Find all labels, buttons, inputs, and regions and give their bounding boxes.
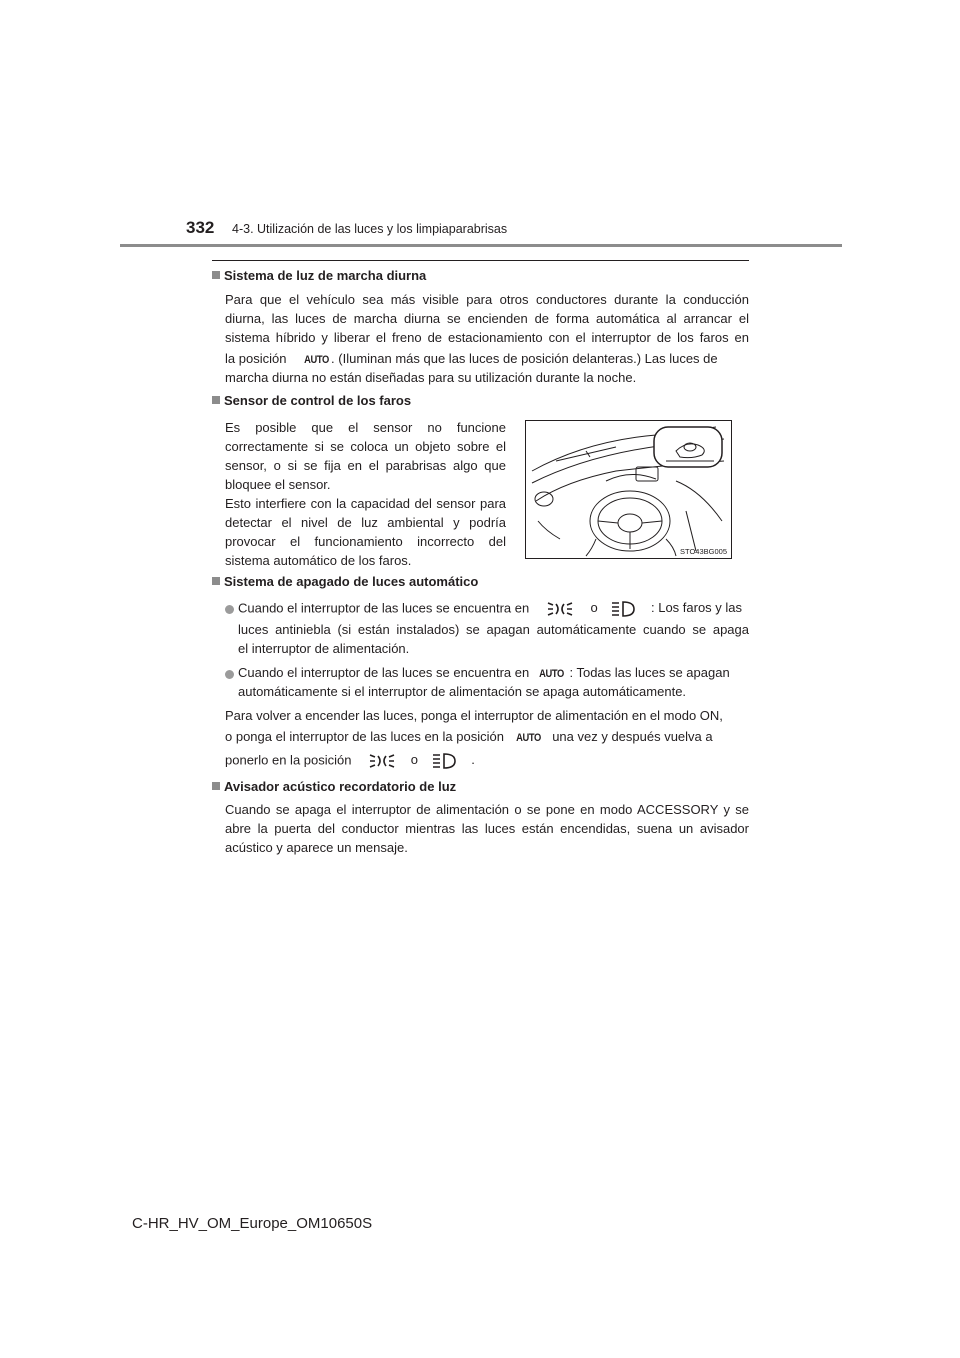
dashboard-sketch-icon — [526, 421, 731, 558]
auto-off-bullet-1-line-1: Cuando el interruptor de las luces se encuentra en o : Los faros y las — [238, 600, 749, 618]
heading-auto-off: Sistema de apagado de luces automático — [212, 574, 478, 589]
square-bullet-icon — [212, 782, 220, 790]
auto-position-icon: AUTO — [515, 732, 541, 744]
headlights-icon — [611, 600, 635, 618]
auto-off-bullet-1-line-3: el interruptor de alimentación. — [238, 641, 410, 656]
heading-buzzer: Avisador acústico recordatorio de luz — [212, 779, 456, 794]
headlights-icon — [432, 752, 456, 770]
heading-drl: Sistema de luz de marcha diurna — [212, 268, 426, 283]
bullet-dot-icon — [225, 670, 234, 679]
drl-line-1: Para que el vehículo sea más visible para otros conductores durante la conducción — [225, 292, 749, 307]
auto-off-para-line-3: ponerlo en la posición o . — [225, 752, 749, 770]
page-number: 332 — [186, 218, 215, 237]
figure-code: STO43BG005 — [680, 547, 727, 556]
auto-position-icon: AUTO — [539, 668, 564, 680]
buzzer-text: Cuando se apaga el interruptor de alimentación o se pone en modo ACCESSORY y se abre la puerta del conductor mientras las luces están encendidas, suena un avisador acústico y aparece un mensaje. — [225, 802, 749, 855]
section-divider — [212, 260, 749, 261]
drl-line-4: la posición AUTO . (Iluminan más que las luces de posición delanteras.) Las luces de — [225, 351, 718, 366]
auto-position-icon: AUTO — [304, 354, 329, 366]
document-code: C-HR_HV_OM_Europe_OM10650S — [132, 1215, 373, 1232]
square-bullet-icon — [212, 271, 220, 279]
drl-line-5: marcha diurna no están diseñadas para su utilización durante la noche. — [225, 370, 637, 385]
running-header: 4-3. Utilización de las luces y los limpiaparabrisas — [232, 222, 508, 236]
auto-off-bullet-2-line-1: Cuando el interruptor de las luces se encuentra en AUTO : Todas las luces se apagan — [238, 665, 730, 680]
dashboard-sensor-illustration — [525, 420, 732, 559]
bullet-dot-icon — [225, 605, 234, 614]
square-bullet-icon — [212, 577, 220, 585]
tail-lights-icon — [369, 752, 395, 770]
header-rule — [120, 244, 842, 247]
auto-off-bullet-2-line-2: automáticamente si el interruptor de alimentación se apaga automáticamente. — [238, 684, 687, 699]
drl-line-3: sistema híbrido y liberar el freno de estacionamiento con el interruptor de los faros en — [225, 330, 749, 345]
tail-lights-icon — [547, 600, 573, 618]
auto-off-para-line-2: o ponga el interruptor de las luces en la posición AUTO una vez y después vuelva a — [225, 729, 713, 744]
auto-off-bullet-1-line-2: luces antiniebla (si están instalados) se apagan automáticamente cuando se apaga — [238, 622, 749, 637]
auto-off-para-line-1: Para volver a encender las luces, ponga el interruptor de alimentación en el modo ON, — [225, 708, 723, 723]
drl-line-2: diurna, las luces de marcha diurna se encienden de forma automática al arrancar el — [225, 311, 749, 326]
square-bullet-icon — [212, 396, 220, 404]
sensor-text: Es posible que el sensor no funcione correctamente si se coloca un objeto sobre el sensor, o si se fija en el parabrisas algo que bloquee el sensor. Esto interfiere con la capacidad del sensor para detectar el nivel de luz ambiental y podría provocar el funcionamiento incorrecto del sistema automático de los faros. — [225, 420, 506, 568]
heading-sensor: Sensor de control de los faros — [212, 393, 411, 408]
